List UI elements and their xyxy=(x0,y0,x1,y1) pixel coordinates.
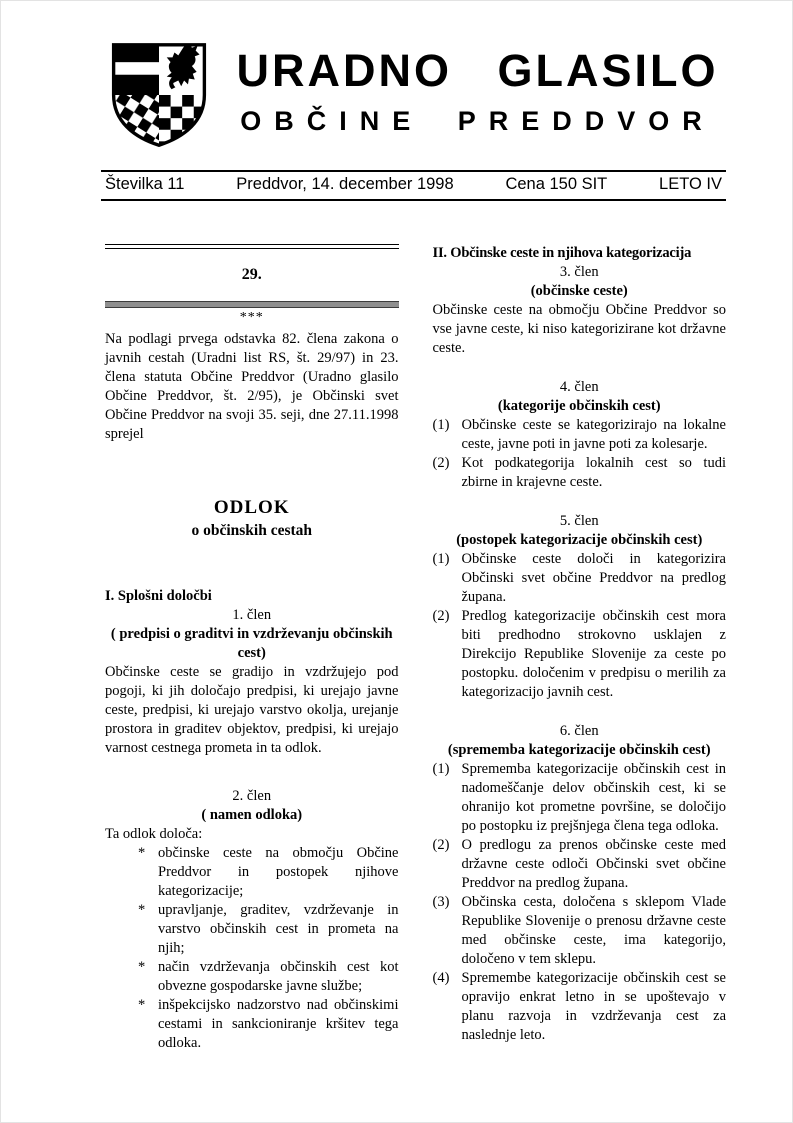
article-5-number: 5. člen xyxy=(559,513,599,529)
preddvor-shield-icon xyxy=(105,39,213,151)
content-columns xyxy=(105,244,726,1102)
article-4-caption: (kategorije občinskih cest) xyxy=(497,398,661,414)
price: Cena 150 SIT xyxy=(505,175,608,193)
spacer xyxy=(433,358,727,378)
issue-number: Številka 11 xyxy=(105,175,185,193)
article-3-body: Občinske ceste na območju Občine Preddvor so vse javne ceste, ki niso kategorizirane kot državne ceste. xyxy=(432,302,726,356)
item-number: (4) xyxy=(432,970,450,986)
article-4-number: 4. člen xyxy=(559,379,599,395)
numbered-item xyxy=(433,760,727,836)
list-item xyxy=(105,844,399,901)
issue-info-bar xyxy=(101,170,726,201)
numbered-item xyxy=(433,607,727,702)
list-item-text: občinske ceste na območju Občine Preddvor in postopek njihove kategorizacije; xyxy=(158,845,399,899)
section-2-heading: II. Občinske ceste in njihova kategorizacija xyxy=(432,245,692,261)
spacer xyxy=(433,492,727,512)
spacer xyxy=(433,702,727,722)
article-5-caption: (postopek kategorizacije občinskih cest) xyxy=(456,532,703,548)
item-number: (3) xyxy=(432,894,450,910)
item-text: Občinske ceste določi in kategorizira Občinski svet občine Preddvor na predlog župana. xyxy=(461,551,726,605)
numbered-item xyxy=(433,416,727,454)
article-3-caption: (občinske ceste) xyxy=(530,283,628,299)
article-2-number: 2. člen xyxy=(232,788,272,804)
item-number: (2) xyxy=(432,608,450,624)
bullet-asterisk: * xyxy=(138,997,146,1013)
article-3-number: 3. člen xyxy=(559,264,599,280)
separator-rule-thick xyxy=(105,301,399,308)
numbered-item xyxy=(433,550,727,607)
bullet-asterisk: * xyxy=(138,959,146,975)
gazette-subtitle: OBČINE PREDDVOR xyxy=(240,106,715,136)
preamble-paragraph: Na podlagi prvega odstavka 82. člena zakona o javnih cestah (Uradni list RS, št. 29/97) in 23. člena statuta Občine Preddvor (Uradno glasilo Občine Preddvor, št. 2/95), je Občinski svet Občine Preddvor na svoji 35. seji, dne 27.11.1998 sprejel xyxy=(105,331,399,442)
decree-title-block xyxy=(105,498,399,540)
decree-title: ODLOK xyxy=(213,497,290,518)
article-1-caption: ( predpisi o graditvi in vzdrževanju občinskih cest) xyxy=(110,626,393,661)
separator-rule-top xyxy=(105,244,399,249)
bullet-asterisk: * xyxy=(138,845,146,861)
list-item xyxy=(105,901,399,958)
article-2-caption: ( namen odloka) xyxy=(201,807,303,823)
item-number: (2) xyxy=(432,455,450,471)
masthead xyxy=(229,45,726,136)
left-column xyxy=(105,244,399,1102)
article-1-body: Občinske ceste se gradijo in vzdržujejo pod pogoji, ki jih določajo predpisi, ki urejajo javne ceste, predpisi, ki urejajo varstvo okolja, urejanje prostora in graditev objektov, predpisi, ki urejajo varnost cestnega prometa in ta odlok. xyxy=(105,664,399,756)
item-text: Sprememba kategorizacije občinskih cest in nadomeščanje delov občinskih cest, ki se ohranijo kot prometne površine, se določijo po postopku iz prejšnjega člena tega odloka. xyxy=(461,761,726,834)
numbered-item xyxy=(433,836,727,893)
list-item-text: inšpekcijsko nadzorstvo nad občinskimi cestami in sankcioniranje kršitev tega odloka. xyxy=(158,997,399,1051)
article-2-lead: Ta odlok določa: xyxy=(105,826,203,842)
list-item-text: upravljanje, graditev, vzdrževanje in varstvo občinskih cest in prometa na njih; xyxy=(158,902,399,956)
list-item-text: način vzdrževanja občinskih cest kot obvezne gospodarske javne službe; xyxy=(158,959,399,994)
numbered-item xyxy=(433,454,727,492)
article-6-number: 6. člen xyxy=(559,723,599,739)
article-6-caption: (sprememba kategorizacije občinskih cest) xyxy=(447,742,711,758)
document-number: 29. xyxy=(241,266,262,283)
coat-of-arms xyxy=(105,39,213,151)
right-column xyxy=(433,244,727,1102)
item-text: Občinske ceste se kategorizirajo na lokalne ceste, javne poti in javne poti za kolesarje. xyxy=(461,417,726,452)
article-1-number: 1. člen xyxy=(232,607,272,623)
item-number: (1) xyxy=(432,551,450,567)
bullet-asterisk: * xyxy=(138,902,146,918)
list-item xyxy=(105,958,399,996)
section-1-heading: I. Splošni določbi xyxy=(105,588,212,604)
item-number: (1) xyxy=(432,761,450,777)
item-text: O predlogu za prenos občinske ceste med državne ceste odloči Občinski svet občine Preddvor na predlog župana. xyxy=(461,837,726,891)
numbered-item xyxy=(433,893,727,969)
item-number: (2) xyxy=(432,837,450,853)
item-text: Predlog kategorizacije občinskih cest mora biti predhodno strokovno usklajen z Direkcijo Republike Slovenije za ceste po postopku. določenim v predpisu o merilih za kategorizacijo javnih cest. xyxy=(461,608,726,700)
gazette-title: URADNO GLASILO xyxy=(236,45,719,96)
item-text: Kot podkategorija lokalnih cest so tudi zbirne in krajevne ceste. xyxy=(461,455,726,490)
item-number: (1) xyxy=(432,417,450,433)
stars-divider: *** xyxy=(239,310,264,325)
numbered-item xyxy=(433,969,727,1045)
volume: LETO IV xyxy=(659,175,722,193)
list-item xyxy=(105,996,399,1053)
spacer xyxy=(105,758,399,787)
decree-subtitle: o občinskih cestah xyxy=(191,522,313,539)
item-text: Spremembe kategorizacije občinskih cest se opravijo enkrat letno in se upoštevajo v planu razvoja in vzdrževanja cest za naslednje leto. xyxy=(461,970,726,1043)
item-text: Občinska cesta, določena s sklepom Vlade Republike Slovenije o prenosu državne ceste med občinske ceste, ima kategorijo, določeno v tem sklepu. xyxy=(461,894,726,967)
place-and-date: Preddvor, 14. december 1998 xyxy=(236,175,454,193)
